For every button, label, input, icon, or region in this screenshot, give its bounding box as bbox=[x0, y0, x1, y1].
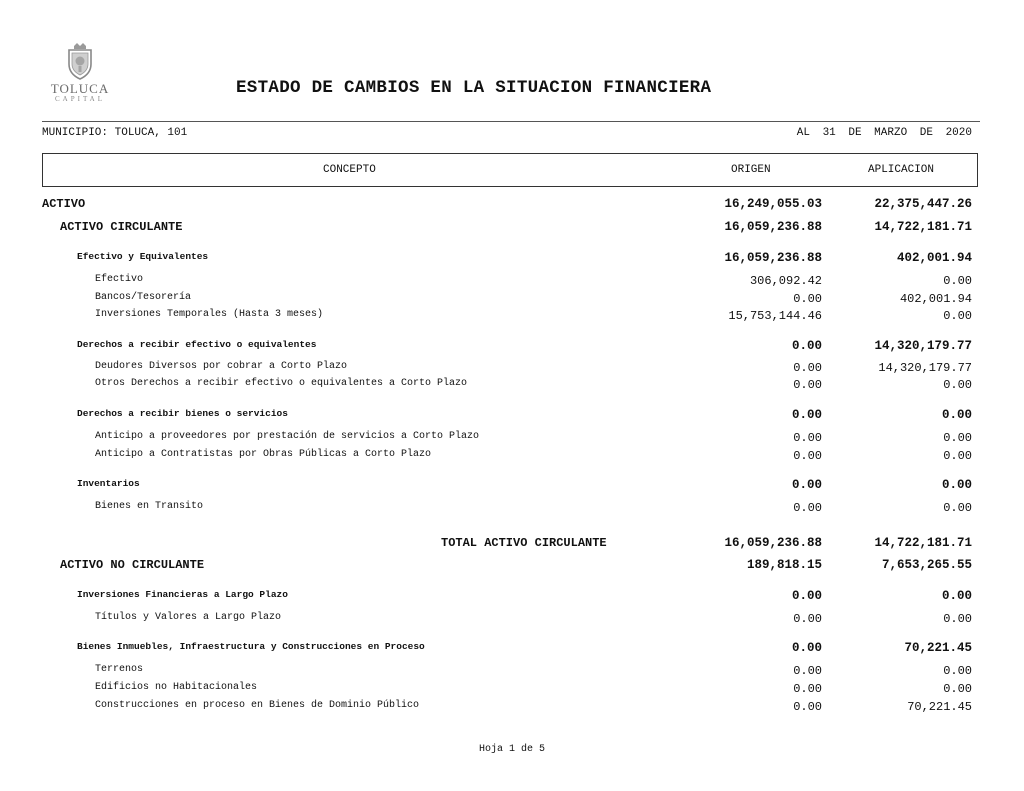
row-label: Inversiones Financieras a Largo Plazo bbox=[77, 589, 288, 600]
row-origen: 0.00 bbox=[793, 682, 822, 696]
table-row bbox=[0, 292, 1024, 308]
row-origen: 0.00 bbox=[793, 612, 822, 626]
table-row bbox=[0, 274, 1024, 290]
row-label: TOTAL ACTIVO CIRCULANTE bbox=[441, 536, 607, 550]
row-label: Construcciones en proceso en Bienes de Dominio Público bbox=[95, 700, 420, 711]
row-aplicacion: 22,375,447.26 bbox=[874, 197, 972, 211]
row-aplicacion: 0.00 bbox=[943, 612, 972, 626]
logo-subtitle: CAPITAL bbox=[55, 95, 105, 103]
row-aplicacion: 0.00 bbox=[943, 431, 972, 445]
row-origen: 15,753,144.46 bbox=[728, 309, 822, 323]
row-aplicacion: 0.00 bbox=[943, 501, 972, 515]
row-origen: 0.00 bbox=[793, 700, 822, 714]
header-concepto: CONCEPTO bbox=[323, 164, 376, 176]
header-origen: ORIGEN bbox=[731, 164, 771, 176]
row-label: Bienes Inmuebles, Infraestructura y Construcciones en Proceso bbox=[77, 641, 425, 652]
table-row bbox=[0, 449, 1024, 465]
row-label: Anticipo a Contratistas por Obras Públicas a Corto Plazo bbox=[95, 449, 432, 460]
row-aplicacion: 14,722,181.71 bbox=[874, 220, 972, 234]
row-label: Deudores Diversos por cobrar a Corto Plazo bbox=[95, 361, 348, 372]
table-row bbox=[0, 251, 1024, 267]
row-label: Otros Derechos a recibir efectivo o equivalentes a Corto Plazo bbox=[95, 378, 468, 389]
row-origen: 0.00 bbox=[793, 292, 822, 306]
row-aplicacion: 0.00 bbox=[941, 589, 972, 603]
row-aplicacion: 70,221.45 bbox=[904, 641, 972, 655]
header-aplicacion: APLICACION bbox=[868, 164, 935, 176]
row-origen: 189,818.15 bbox=[746, 558, 822, 572]
row-origen: 0.00 bbox=[793, 361, 822, 375]
row-label: Derechos a recibir efectivo o equivalentes bbox=[77, 339, 317, 350]
row-origen: 16,059,236.88 bbox=[724, 251, 822, 265]
row-origen: 0.00 bbox=[793, 431, 822, 445]
row-aplicacion: 14,722,181.71 bbox=[874, 536, 972, 550]
row-aplicacion: 402,001.94 bbox=[899, 292, 972, 306]
row-origen: 0.00 bbox=[791, 478, 822, 492]
row-aplicacion: 0.00 bbox=[941, 408, 972, 422]
row-origen: 0.00 bbox=[791, 339, 822, 353]
report-title: ESTADO DE CAMBIOS EN LA SITUACION FINANCIERA bbox=[236, 78, 712, 98]
row-aplicacion: 0.00 bbox=[943, 309, 972, 323]
row-label: Efectivo bbox=[95, 274, 144, 285]
page-number: Hoja 1 de 5 bbox=[478, 744, 545, 755]
row-label: Edificios no Habitacionales bbox=[95, 682, 258, 693]
row-origen: 306,092.42 bbox=[749, 274, 822, 288]
row-aplicacion: 0.00 bbox=[943, 378, 972, 392]
row-origen: 16,059,236.88 bbox=[724, 536, 822, 550]
row-aplicacion: 0.00 bbox=[943, 682, 972, 696]
row-label: Bienes en Transito bbox=[95, 501, 204, 512]
row-label: ACTIVO CIRCULANTE bbox=[60, 220, 183, 234]
row-label: Bancos/Tesorería bbox=[95, 292, 192, 303]
table-row bbox=[0, 339, 1024, 355]
row-aplicacion: 14,320,179.77 bbox=[874, 339, 972, 353]
top-rule bbox=[42, 121, 980, 122]
table-row bbox=[0, 361, 1024, 377]
table-row bbox=[0, 558, 1024, 574]
table-header bbox=[42, 153, 978, 187]
table-row bbox=[0, 641, 1024, 657]
row-origen: 0.00 bbox=[793, 501, 822, 515]
row-label: Anticipo a proveedores por prestación de servicios a Corto Plazo bbox=[95, 431, 480, 442]
logo-name: TOLUCA bbox=[50, 81, 110, 96]
table-row bbox=[0, 378, 1024, 394]
table-row bbox=[0, 536, 1024, 552]
table-row bbox=[0, 501, 1024, 517]
row-label: ACTIVO bbox=[42, 197, 86, 211]
coat-of-arms-icon bbox=[65, 42, 95, 80]
table-row bbox=[0, 612, 1024, 628]
row-aplicacion: 70,221.45 bbox=[907, 700, 972, 714]
table-row bbox=[0, 197, 1024, 213]
row-label: Efectivo y Equivalentes bbox=[77, 251, 209, 262]
row-aplicacion: 7,653,265.55 bbox=[881, 558, 972, 572]
row-origen: 16,059,236.88 bbox=[724, 220, 822, 234]
row-origen: 0.00 bbox=[791, 589, 822, 603]
table-row bbox=[0, 431, 1024, 447]
row-label: Terrenos bbox=[95, 664, 144, 675]
row-aplicacion: 0.00 bbox=[943, 449, 972, 463]
row-aplicacion: 0.00 bbox=[941, 478, 972, 492]
table-row bbox=[0, 309, 1024, 325]
row-origen: 0.00 bbox=[793, 664, 822, 678]
row-origen: 0.00 bbox=[793, 378, 822, 392]
table-row bbox=[0, 589, 1024, 605]
table-row bbox=[0, 220, 1024, 236]
row-label: Inversiones Temporales (Hasta 3 meses) bbox=[95, 309, 324, 320]
row-origen: 0.00 bbox=[793, 449, 822, 463]
row-origen: 0.00 bbox=[791, 408, 822, 422]
table-row bbox=[0, 700, 1024, 716]
row-origen: 16,249,055.03 bbox=[724, 197, 822, 211]
report-date: AL 31 DE MARZO DE 2020 bbox=[796, 127, 972, 139]
row-aplicacion: 14,320,179.77 bbox=[878, 361, 972, 375]
row-aplicacion: 0.00 bbox=[943, 274, 972, 288]
row-label: Títulos y Valores a Largo Plazo bbox=[95, 612, 282, 623]
row-label: Inventarios bbox=[77, 478, 140, 489]
municipio-label: MUNICIPIO: TOLUCA, 101 bbox=[42, 127, 188, 139]
row-aplicacion: 0.00 bbox=[943, 664, 972, 678]
row-aplicacion: 402,001.94 bbox=[896, 251, 972, 265]
table-row bbox=[0, 682, 1024, 698]
row-origen: 0.00 bbox=[791, 641, 822, 655]
table-row bbox=[0, 664, 1024, 680]
row-label: Derechos a recibir bienes o servicios bbox=[77, 408, 288, 419]
table-row bbox=[0, 408, 1024, 424]
row-label: ACTIVO NO CIRCULANTE bbox=[60, 558, 205, 572]
toluca-logo bbox=[44, 42, 116, 104]
table-row bbox=[0, 478, 1024, 494]
